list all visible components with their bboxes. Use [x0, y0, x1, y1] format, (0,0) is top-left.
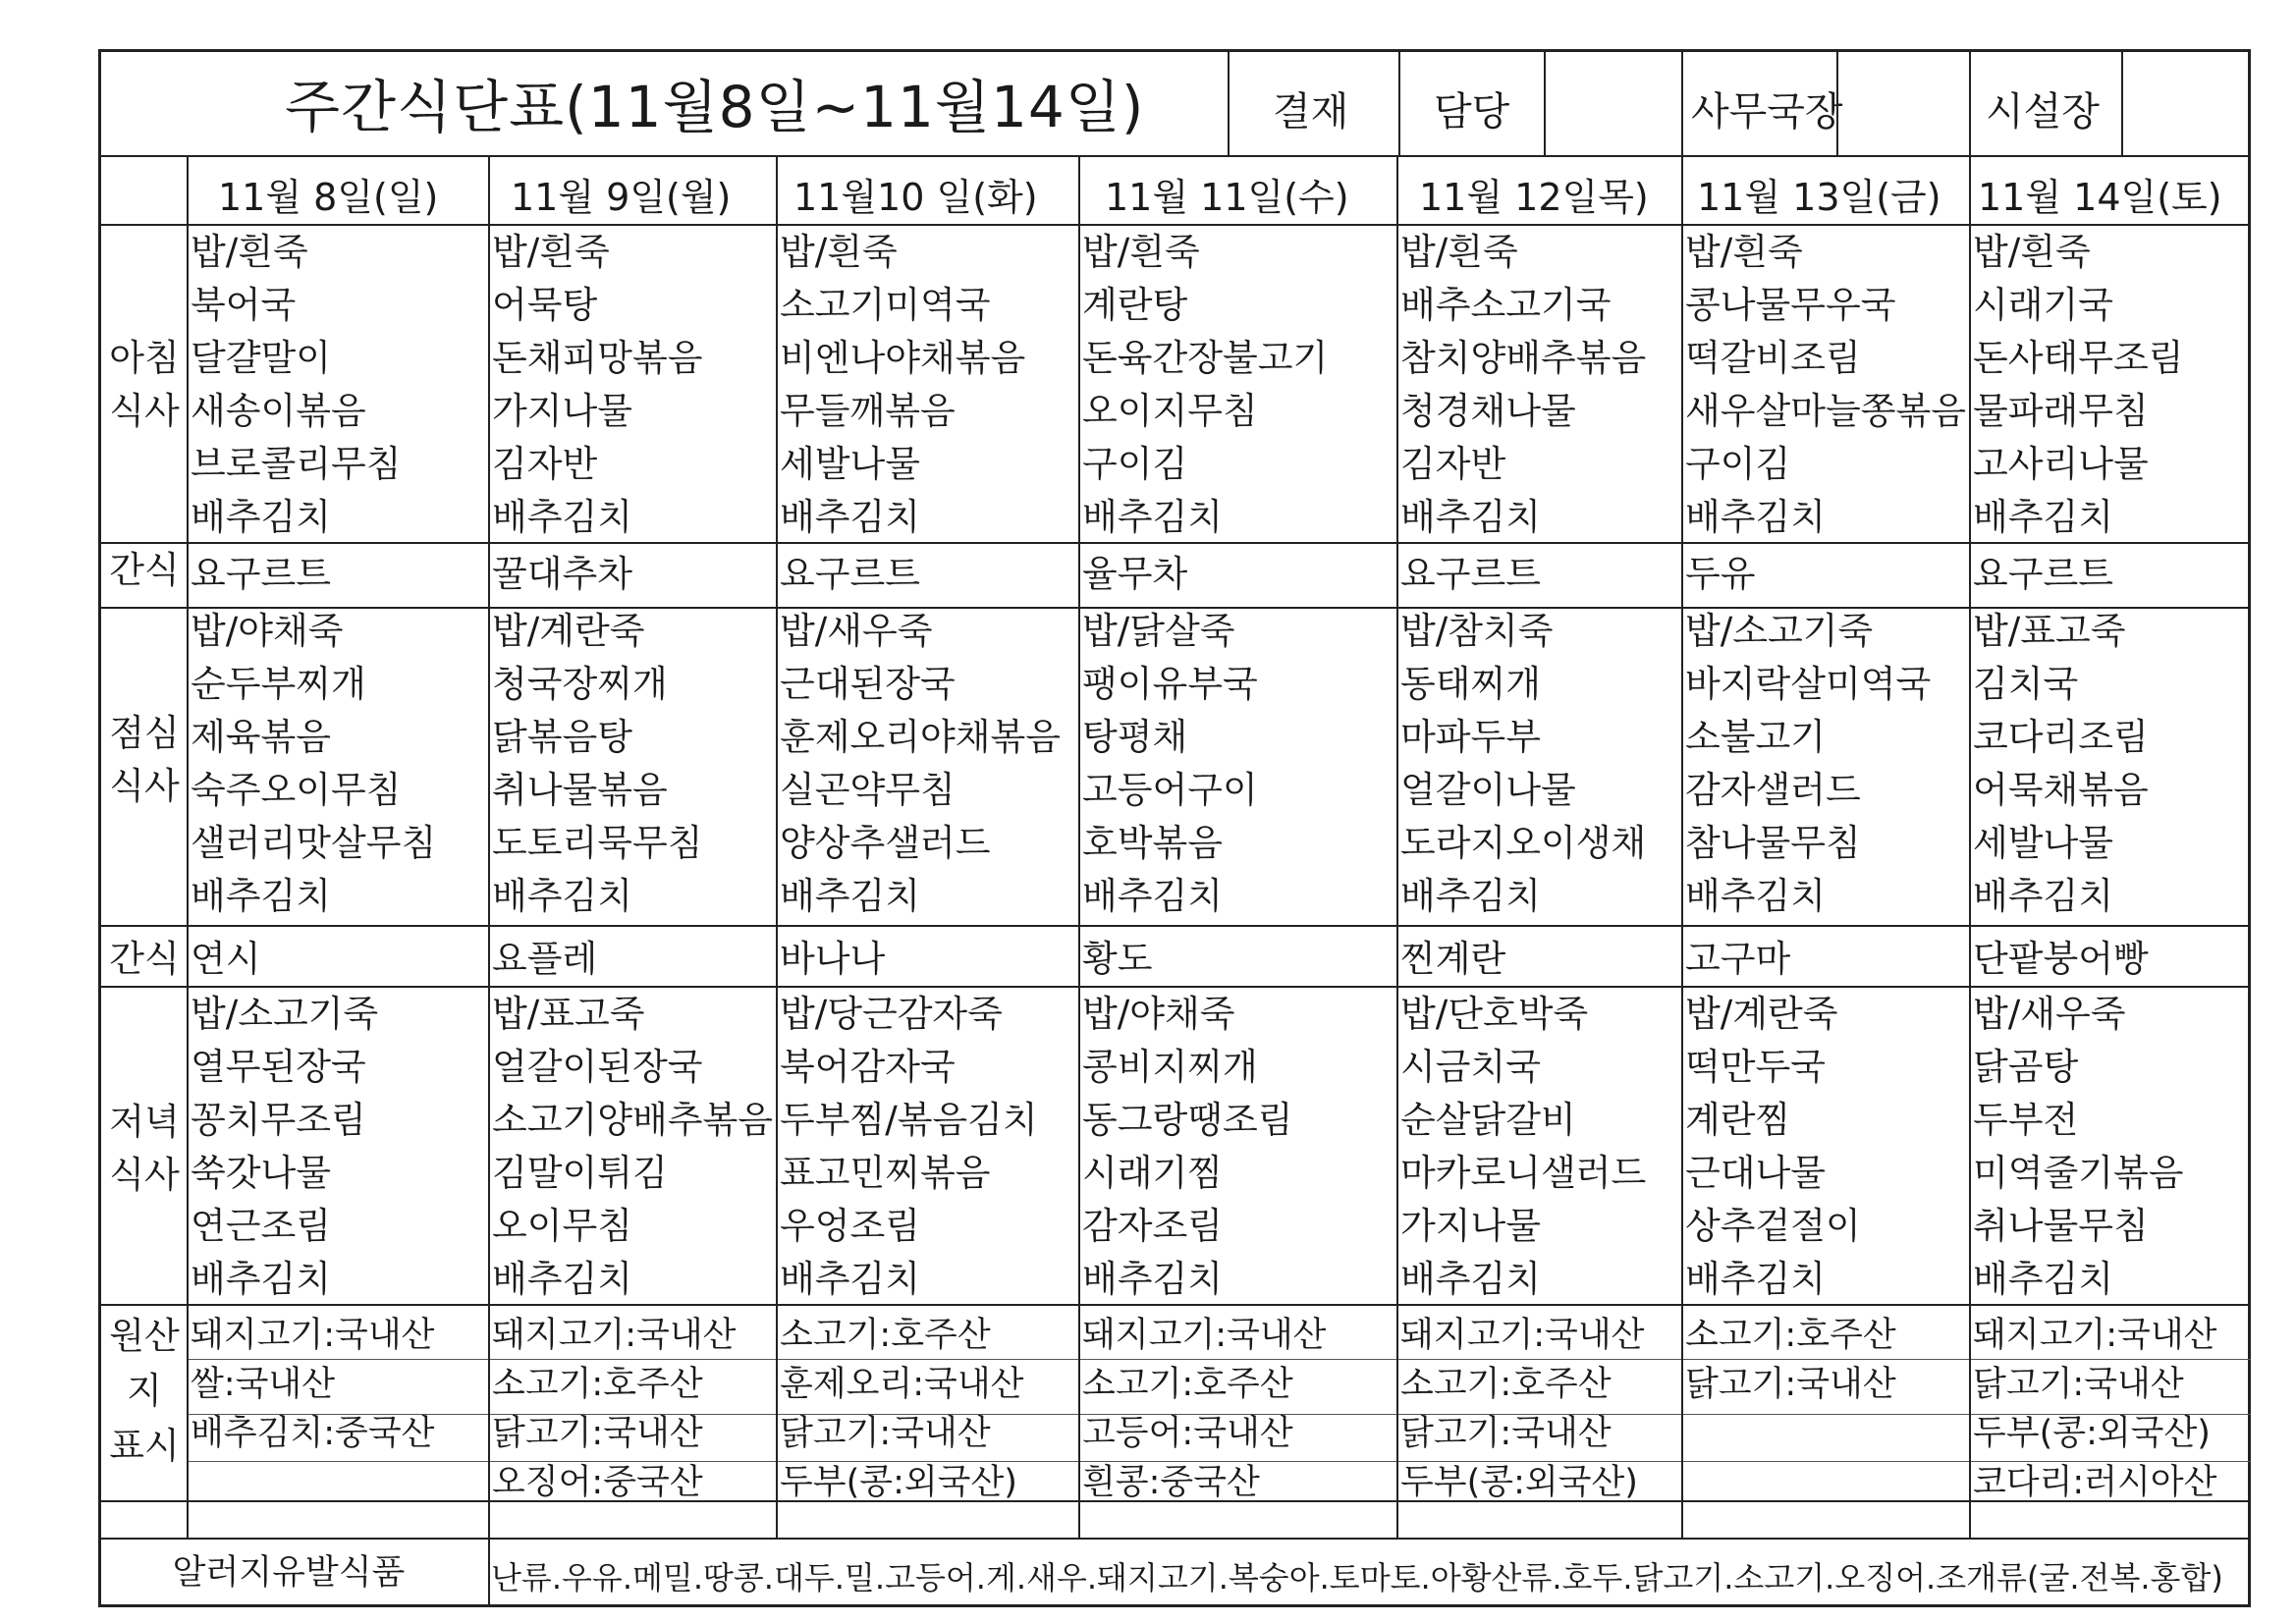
- day-header-1: 11월 8일(일): [218, 176, 439, 219]
- origin-item: 흰콩:중국산: [1082, 1463, 1260, 1502]
- breakfast-item: 배추소고기국: [1400, 284, 1612, 326]
- dinner-item: 밥/표고죽: [492, 993, 645, 1035]
- lunch-item: 배추김치: [780, 875, 920, 917]
- dinner-item: 밥/새우죽: [1973, 993, 2126, 1035]
- lunch-item: 배추김치: [1973, 875, 2113, 917]
- origin-item: 닭고기:국내산: [780, 1414, 991, 1453]
- snack1-item: 요구르트: [1400, 553, 1541, 595]
- day-header-3: 11월10 일(화): [793, 176, 1038, 219]
- dinner-item: 우엉조림: [780, 1205, 920, 1247]
- allergy-list: 난류.우유.메밀.땅콩.대두.밀.고등어.게.새우.돼지고기.복숭아.토마토.아황산류.호두.닭고기.소고기.오징어.조개류(굴.전복.홍합): [491, 1559, 2223, 1596]
- lunch-item: 배추김치: [1400, 875, 1541, 917]
- snack2-item: 단팥붕어빵: [1973, 938, 2149, 980]
- dinner-item: 계란찜: [1685, 1099, 1791, 1141]
- breakfast-item: 무들깨볶음: [780, 390, 956, 432]
- dinner-label-2: 식사: [109, 1154, 180, 1196]
- grid-vline: [776, 155, 778, 1538]
- lunch-item: 배추김치: [1082, 875, 1223, 917]
- lunch-item: 밥/닭살죽: [1082, 610, 1235, 652]
- breakfast-item: 김자반: [1400, 443, 1506, 485]
- breakfast-item: 계란탕: [1082, 284, 1188, 326]
- dinner-item: 밥/단호박죽: [1400, 993, 1589, 1035]
- snack1-item: 요구르트: [1973, 553, 2113, 595]
- dinner-item: 감자조림: [1082, 1205, 1223, 1247]
- lunch-label-2: 식사: [109, 765, 180, 807]
- dinner-item: 밥/소고기죽: [191, 993, 379, 1035]
- snack2-item: 황도: [1082, 938, 1153, 980]
- breakfast-item: 오이지무침: [1082, 390, 1258, 432]
- breakfast-item: 돈사태무조림: [1973, 337, 2184, 379]
- dinner-item: 꽁치무조림: [191, 1099, 366, 1141]
- dinner-item: 두부전: [1973, 1099, 2079, 1141]
- page-title: 주간식단표(11월8일~11월14일): [285, 74, 1145, 140]
- breakfast-item: 새우살마늘쫑볶음: [1685, 390, 1966, 432]
- dinner-item: 배추김치: [1685, 1258, 1826, 1300]
- lunch-item: 밥/소고기죽: [1685, 610, 1874, 652]
- grid-vline: [488, 1538, 490, 1607]
- breakfast-item: 배추김치: [492, 496, 632, 538]
- dinner-item: 쑥갓나물: [191, 1152, 331, 1194]
- breakfast-item: 소고기미역국: [780, 284, 991, 326]
- dinner-item: 떡만두국: [1685, 1046, 1826, 1088]
- breakfast-item: 가지나물: [492, 390, 632, 432]
- lunch-item: 탕평채: [1082, 716, 1188, 758]
- lunch-item: 밥/새우죽: [780, 610, 933, 652]
- dinner-item: 소고기양배추볶음: [492, 1099, 773, 1141]
- grid-vline: [1544, 49, 1546, 155]
- breakfast-item: 시래기국: [1973, 284, 2113, 326]
- grid-vline: [1681, 155, 1683, 1538]
- origin-item: 닭고기:국내산: [1973, 1365, 2184, 1404]
- dinner-item: 근대나물: [1685, 1152, 1826, 1194]
- dinner-item: 배추김치: [1400, 1258, 1541, 1300]
- breakfast-item: 밥/흰죽: [191, 231, 308, 273]
- breakfast-item: 어묵탕: [492, 284, 598, 326]
- dinner-item: 가지나물: [1400, 1205, 1541, 1247]
- dinner-item: 미역줄기볶음: [1973, 1152, 2184, 1194]
- grid-vline: [1228, 49, 1230, 155]
- dinner-item: 표고민찌볶음: [780, 1152, 991, 1194]
- dinner-item: 배추김치: [191, 1258, 331, 1300]
- approval-role-office-director: 사무국장: [1691, 89, 1843, 135]
- dinner-label-1: 저녁: [109, 1101, 180, 1143]
- lunch-item: 고등어구이: [1082, 769, 1258, 811]
- origin-item: 고등어:국내산: [1082, 1414, 1293, 1453]
- grid-vline: [187, 155, 189, 1538]
- dinner-item: 오이무침: [492, 1205, 632, 1247]
- allergy-label: 알러지유발식품: [172, 1553, 406, 1593]
- lunch-item: 코다리조림: [1973, 716, 2149, 758]
- dinner-item: 상추겉절이: [1685, 1205, 1861, 1247]
- origin-item: 소고기:호주산: [1400, 1365, 1612, 1404]
- lunch-item: 순두부찌개: [191, 663, 366, 705]
- origin-item: 훈제오리:국내산: [780, 1365, 1024, 1404]
- lunch-item: 도라지오이생채: [1400, 822, 1647, 864]
- snack1-item: 요구르트: [780, 553, 920, 595]
- origin-item: 닭고기:국내산: [492, 1414, 703, 1453]
- origin-item: 소고기:호주산: [1685, 1316, 1896, 1355]
- breakfast-item: 참치양배추볶음: [1400, 337, 1647, 379]
- lunch-item: 팽이유부국: [1082, 663, 1258, 705]
- dinner-item: 배추김치: [1973, 1258, 2113, 1300]
- day-header-5: 11월 12일목): [1419, 176, 1649, 219]
- lunch-item: 근대된장국: [780, 663, 956, 705]
- origin-item: 오징어:중국산: [492, 1463, 703, 1502]
- breakfast-item: 밥/흰죽: [492, 231, 610, 273]
- origin-item: 두부(콩:외국산): [780, 1463, 1017, 1502]
- snack1-item: 요구르트: [191, 553, 331, 595]
- breakfast-item: 고사리나물: [1973, 443, 2149, 485]
- lunch-item: 숙주오이무침: [191, 769, 402, 811]
- dinner-item: 김말이튀김: [492, 1152, 668, 1194]
- breakfast-item: 밥/흰죽: [1082, 231, 1200, 273]
- breakfast-item: 떡갈비조림: [1685, 337, 1861, 379]
- breakfast-label-1: 아침: [109, 337, 180, 379]
- lunch-item: 동태찌개: [1400, 663, 1541, 705]
- snack2-item: 요플레: [492, 938, 598, 980]
- lunch-item: 도토리묵무침: [492, 822, 703, 864]
- lunch-item: 닭볶음탕: [492, 716, 632, 758]
- day-header-6: 11월 13일(금): [1697, 176, 1941, 219]
- origin-item: 두부(콩:외국산): [1400, 1463, 1638, 1502]
- breakfast-item: 세발나물: [780, 443, 920, 485]
- lunch-item: 실곤약무침: [780, 769, 956, 811]
- breakfast-item: 청경채나물: [1400, 390, 1576, 432]
- dinner-item: 마카로니샐러드: [1400, 1152, 1647, 1194]
- lunch-item: 훈제오리야채볶음: [780, 716, 1061, 758]
- dinner-item: 두부찜/볶음김치: [780, 1099, 1038, 1141]
- dinner-item: 순살닭갈비: [1400, 1099, 1576, 1141]
- breakfast-item: 브로콜리무침: [191, 443, 402, 485]
- grid-vline: [1681, 49, 1683, 155]
- snack1-item: 꿀대추차: [492, 553, 632, 595]
- breakfast-item: 김자반: [492, 443, 598, 485]
- breakfast-item: 배추김치: [191, 496, 331, 538]
- snack2-label: 간식: [109, 938, 180, 980]
- breakfast-item: 배추김치: [1973, 496, 2113, 538]
- lunch-item: 참나물무침: [1685, 822, 1861, 864]
- lunch-item: 세발나물: [1973, 822, 2113, 864]
- dinner-item: 열무된장국: [191, 1046, 366, 1088]
- breakfast-item: 배추김치: [1082, 496, 1223, 538]
- dinner-item: 시금치국: [1400, 1046, 1541, 1088]
- breakfast-item: 새송이볶음: [191, 390, 366, 432]
- grid-vline: [1836, 49, 1838, 155]
- dinner-item: 얼갈이된장국: [492, 1046, 703, 1088]
- origin-item: 돼지고기:국내산: [1400, 1316, 1645, 1355]
- breakfast-item: 달걀말이: [191, 337, 331, 379]
- lunch-item: 바지락살미역국: [1685, 663, 1932, 705]
- lunch-item: 김치국: [1973, 663, 2079, 705]
- origin-item: 코다리:러시아산: [1973, 1463, 2217, 1502]
- day-header-4: 11월 11일(수): [1105, 176, 1349, 219]
- origin-item: 돼지고기:국내산: [492, 1316, 737, 1355]
- lunch-item: 어묵채볶음: [1973, 769, 2149, 811]
- lunch-item: 감자샐러드: [1685, 769, 1861, 811]
- grid-hline: [98, 1538, 2251, 1540]
- grid-vline: [1969, 155, 1971, 1538]
- grid-vline: [1398, 49, 1400, 155]
- breakfast-item: 돈육간장불고기: [1082, 337, 1329, 379]
- dinner-item: 동그랑땡조림: [1082, 1099, 1293, 1141]
- breakfast-item: 밥/흰죽: [1685, 231, 1803, 273]
- lunch-item: 양상추샐러드: [780, 822, 991, 864]
- grid-hline: [98, 155, 2251, 157]
- dinner-item: 밥/계란죽: [1685, 993, 1838, 1035]
- dinner-item: 북어감자국: [780, 1046, 956, 1088]
- origin-item: 소고기:호주산: [780, 1316, 991, 1355]
- grid-vline: [488, 155, 490, 1538]
- breakfast-label-2: 식사: [109, 390, 180, 432]
- dinner-item: 배추김치: [492, 1258, 632, 1300]
- breakfast-item: 배추김치: [1685, 496, 1826, 538]
- dinner-item: 닭곰탕: [1973, 1046, 2079, 1088]
- lunch-item: 호박볶음: [1082, 822, 1223, 864]
- snack2-item: 고구마: [1685, 938, 1791, 980]
- dinner-item: 밥/당근감자죽: [780, 993, 1003, 1035]
- lunch-item: 소불고기: [1685, 716, 1826, 758]
- lunch-item: 밥/참치죽: [1400, 610, 1554, 652]
- grid-hline: [98, 925, 2251, 927]
- lunch-item: 배추김치: [492, 875, 632, 917]
- approval-label: 결재: [1273, 89, 1349, 135]
- dinner-item: 배추김치: [1082, 1258, 1223, 1300]
- origin-item: 두부(콩:외국산): [1973, 1414, 2211, 1453]
- breakfast-item: 콩나물무우국: [1685, 284, 1896, 326]
- lunch-item: 밥/야채죽: [191, 610, 344, 652]
- snack2-item: 연시: [191, 938, 261, 980]
- breakfast-item: 구이김: [1685, 443, 1791, 485]
- lunch-item: 배추김치: [191, 875, 331, 917]
- lunch-item: 배추김치: [1685, 875, 1826, 917]
- dinner-item: 콩비지찌개: [1082, 1046, 1258, 1088]
- breakfast-item: 밥/흰죽: [1973, 231, 2091, 273]
- origin-item: 돼지고기:국내산: [191, 1316, 435, 1355]
- dinner-item: 배추김치: [780, 1258, 920, 1300]
- snack2-item: 찐계란: [1400, 938, 1506, 980]
- lunch-item: 얼갈이나물: [1400, 769, 1576, 811]
- snack1-item: 율무차: [1082, 553, 1188, 595]
- breakfast-item: 밥/흰죽: [1400, 231, 1518, 273]
- approval-role-manager: 담당: [1434, 89, 1510, 135]
- dinner-item: 밥/야채죽: [1082, 993, 1235, 1035]
- dinner-item: 시래기찜: [1082, 1152, 1223, 1194]
- origin-item: 쌀:국내산: [191, 1365, 336, 1404]
- lunch-item: 청국장찌개: [492, 663, 668, 705]
- dinner-item: 연근조림: [191, 1205, 331, 1247]
- dinner-item: 취나물무침: [1973, 1205, 2149, 1247]
- breakfast-item: 비엔나야채볶음: [780, 337, 1026, 379]
- breakfast-item: 밥/흰죽: [780, 231, 898, 273]
- origin-item: 소고기:호주산: [1082, 1365, 1293, 1404]
- breakfast-item: 물파래무침: [1973, 390, 2149, 432]
- origin-label-2: 지: [127, 1370, 162, 1412]
- breakfast-item: 배추김치: [780, 496, 920, 538]
- breakfast-item: 배추김치: [1400, 496, 1541, 538]
- breakfast-item: 돈채피망볶음: [492, 337, 703, 379]
- breakfast-item: 구이김: [1082, 443, 1188, 485]
- lunch-item: 샐러리맛살무침: [191, 822, 437, 864]
- lunch-item: 밥/표고죽: [1973, 610, 2126, 652]
- day-header-7: 11월 14일(토): [1978, 176, 2222, 219]
- origin-item: 배추김치:중국산: [191, 1414, 435, 1453]
- origin-item: 돼지고기:국내산: [1973, 1316, 2217, 1355]
- grid-hline: [187, 1359, 2251, 1360]
- approval-role-facility-director: 시설장: [1986, 89, 2100, 135]
- grid-vline: [1078, 155, 1080, 1538]
- origin-item: 닭고기:국내산: [1400, 1414, 1612, 1453]
- lunch-label-1: 점심: [109, 712, 180, 754]
- origin-label-3: 표시: [109, 1425, 180, 1467]
- lunch-item: 밥/계란죽: [492, 610, 645, 652]
- grid-vline: [1969, 49, 1971, 155]
- breakfast-item: 북어국: [191, 284, 297, 326]
- snack1-item: 두유: [1685, 553, 1756, 595]
- snack2-item: 바나나: [780, 938, 886, 980]
- origin-item: 돼지고기:국내산: [1082, 1316, 1327, 1355]
- origin-item: 닭고기:국내산: [1685, 1365, 1896, 1404]
- lunch-item: 제육볶음: [191, 716, 331, 758]
- lunch-item: 취나물볶음: [492, 769, 668, 811]
- grid-vline: [2121, 49, 2123, 155]
- origin-label-1: 원산: [109, 1315, 180, 1357]
- grid-vline: [1396, 155, 1398, 1538]
- lunch-item: 마파두부: [1400, 716, 1541, 758]
- snack1-label: 간식: [109, 549, 180, 591]
- day-header-2: 11월 9일(월): [511, 176, 732, 219]
- origin-item: 소고기:호주산: [492, 1365, 703, 1404]
